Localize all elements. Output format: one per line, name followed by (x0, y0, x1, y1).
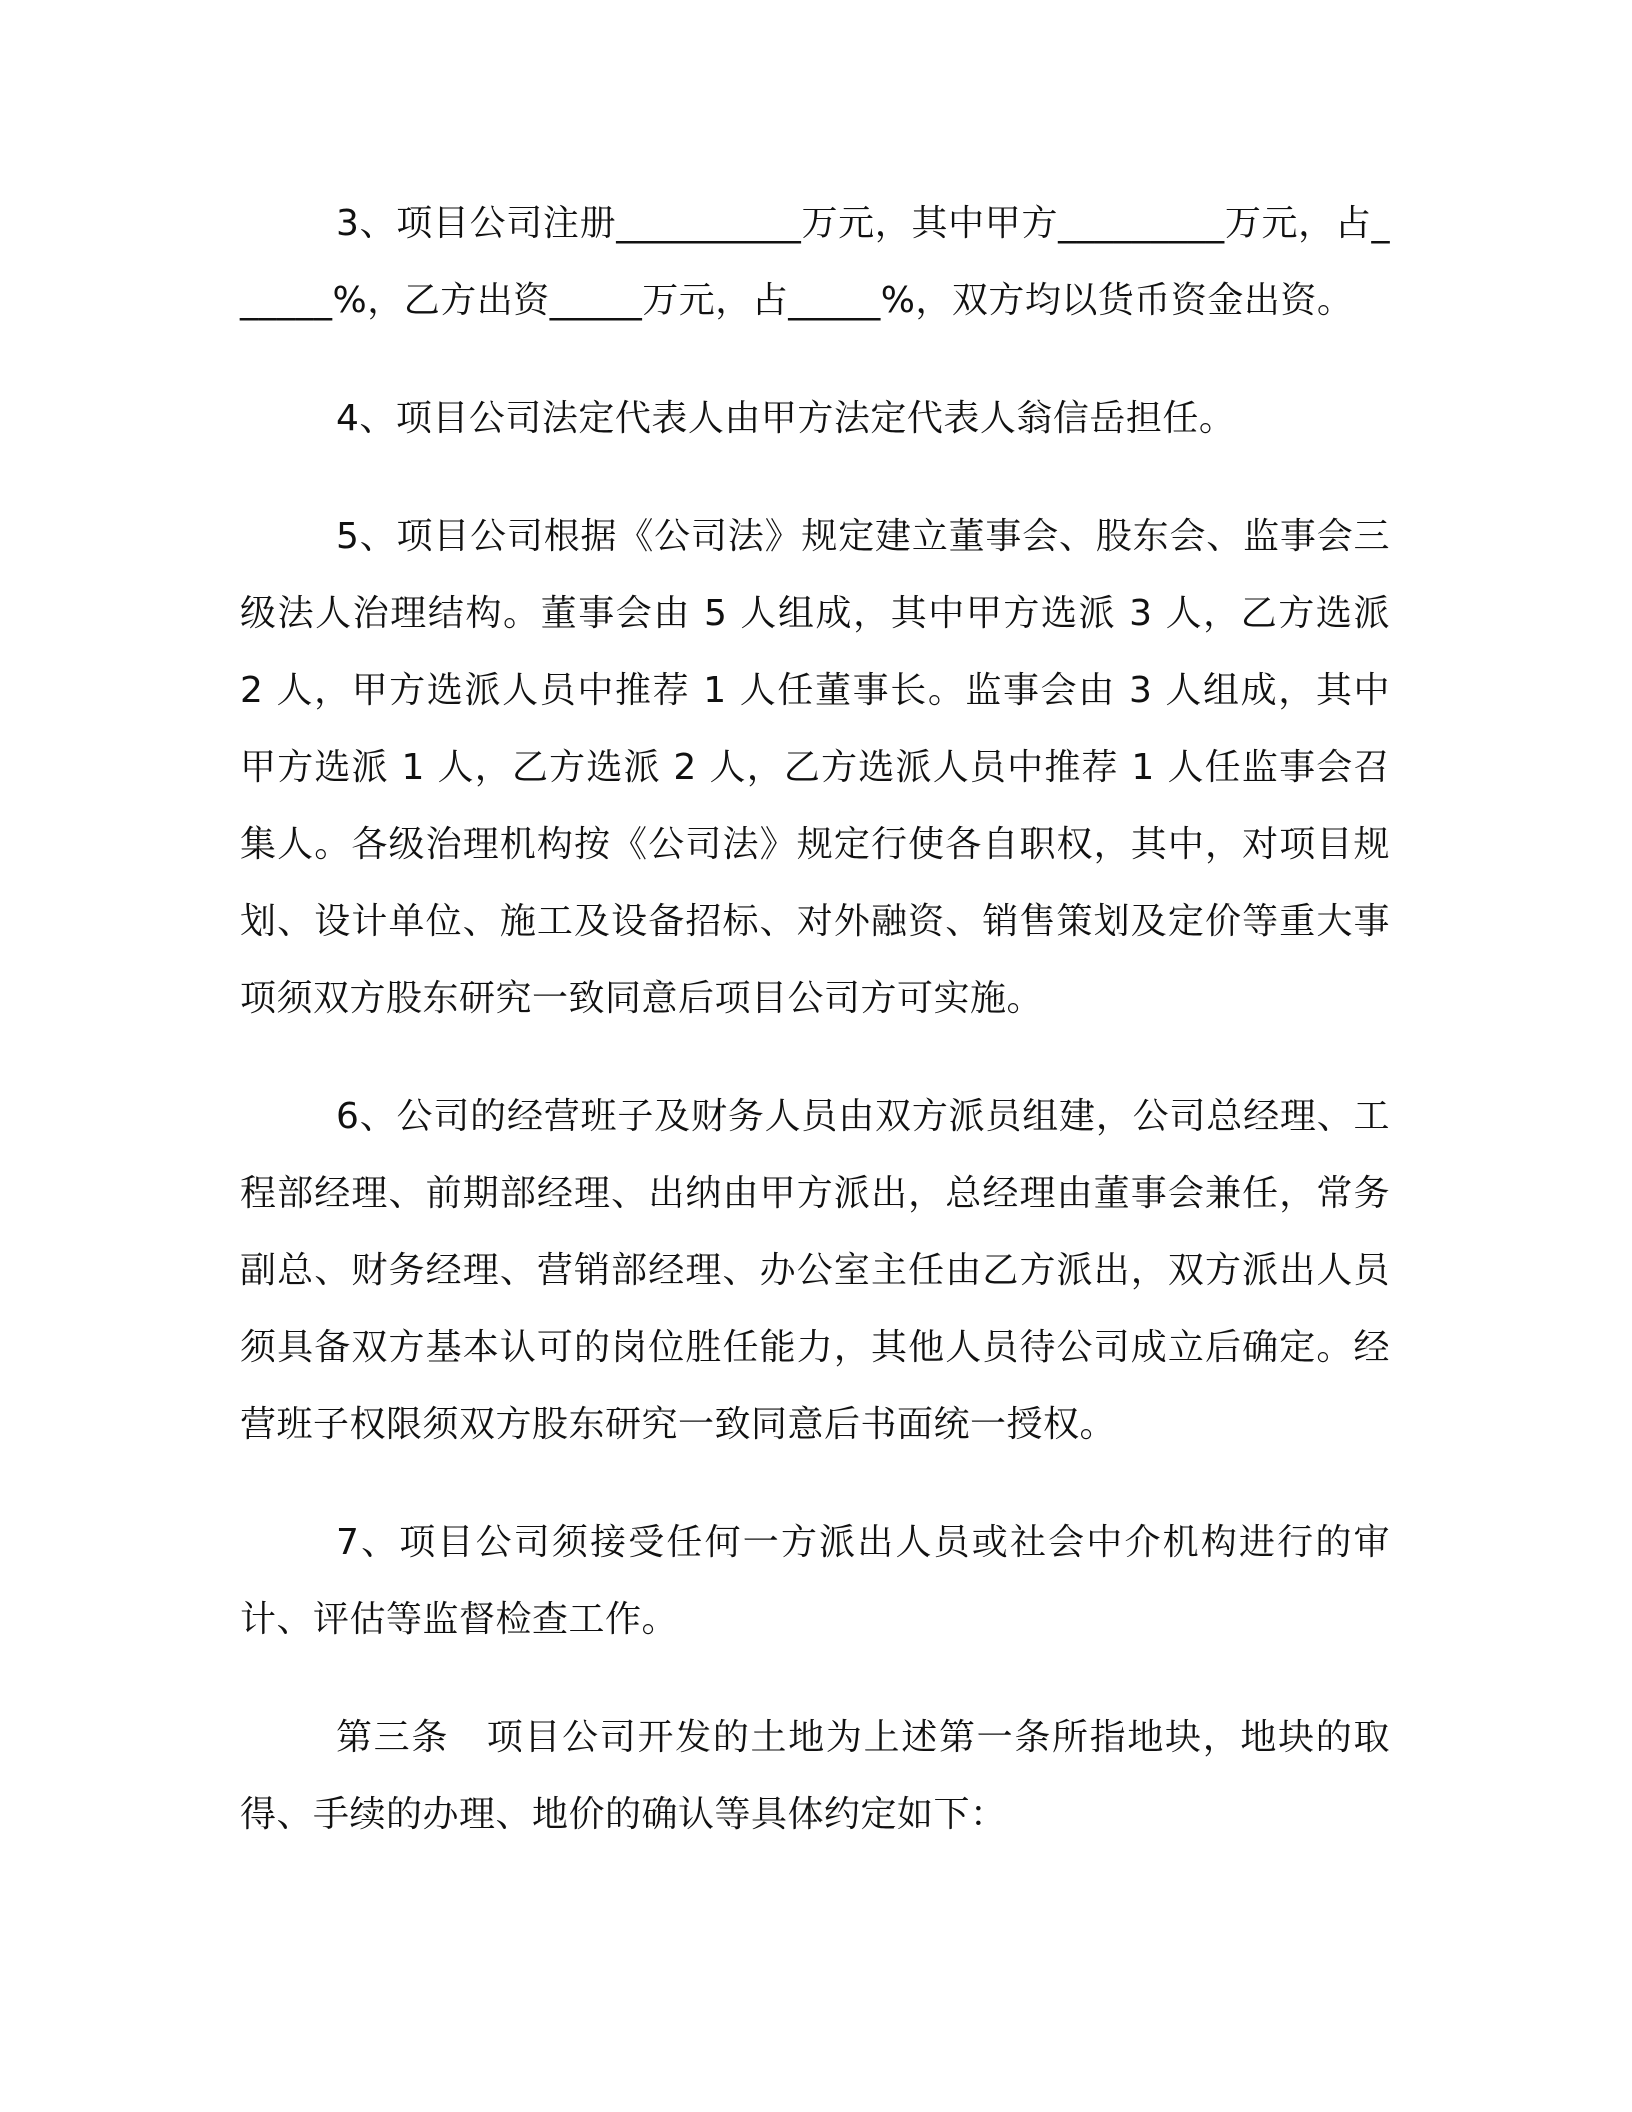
clause-6-paragraph: 6、公司的经营班子及财务人员由双方派员组建，公司总经理、工程部经理、前期部经理、出纳由甲方派出，总经理由董事会兼任，常务副总、财务经理、营销部经理、办公室主任由乙方派出，双方派出人员须具备双方基本认可的岗位胜任能力，其他人员待公司成立后确定。经营班子权限须双方股东研究一致同意后书面统一授权。 (240, 1096, 1390, 1445)
document-page (240, 185, 1390, 1894)
article-3-paragraph: 第三条 项目公司开发的土地为上述第一条所指地块，地块的取得、手续的办理、地价的确认等具体约定如下： (240, 1717, 1390, 1835)
clause-3-paragraph: 3、项目公司注册__________万元，其中甲方_________万元，占______%，乙方出资_____万元，占_____%，双方均以货币资金出资。 (240, 203, 1390, 321)
clause-4-paragraph: 4、项目公司法定代表人由甲方法定代表人翁信岳担任。 (336, 398, 1236, 439)
clause-5-paragraph: 5、项目公司根据《公司法》规定建立董事会、股东会、监事会三级法人治理结构。董事会由 5 人组成，其中甲方选派 3 人，乙方选派 2 人，甲方选派人员中推荐 1 人任董事长。监事会由 3 人组成，其中甲方选派 1 人，乙方选派 2 人，乙方选派人员中推荐 1 人任监事会召集人。各级治理机构按《公司法》规定行使各自职权，其中，对项目规划、设计单位、施工及设备招标、对外融资、销售策划及定价等重大事项须双方股东研究一致同意后项目公司方可实施。 (240, 516, 1390, 1019)
clause-7-paragraph: 7、项目公司须接受任何一方派出人员或社会中介机构进行的审计、评估等监督检查工作。 (240, 1522, 1390, 1640)
